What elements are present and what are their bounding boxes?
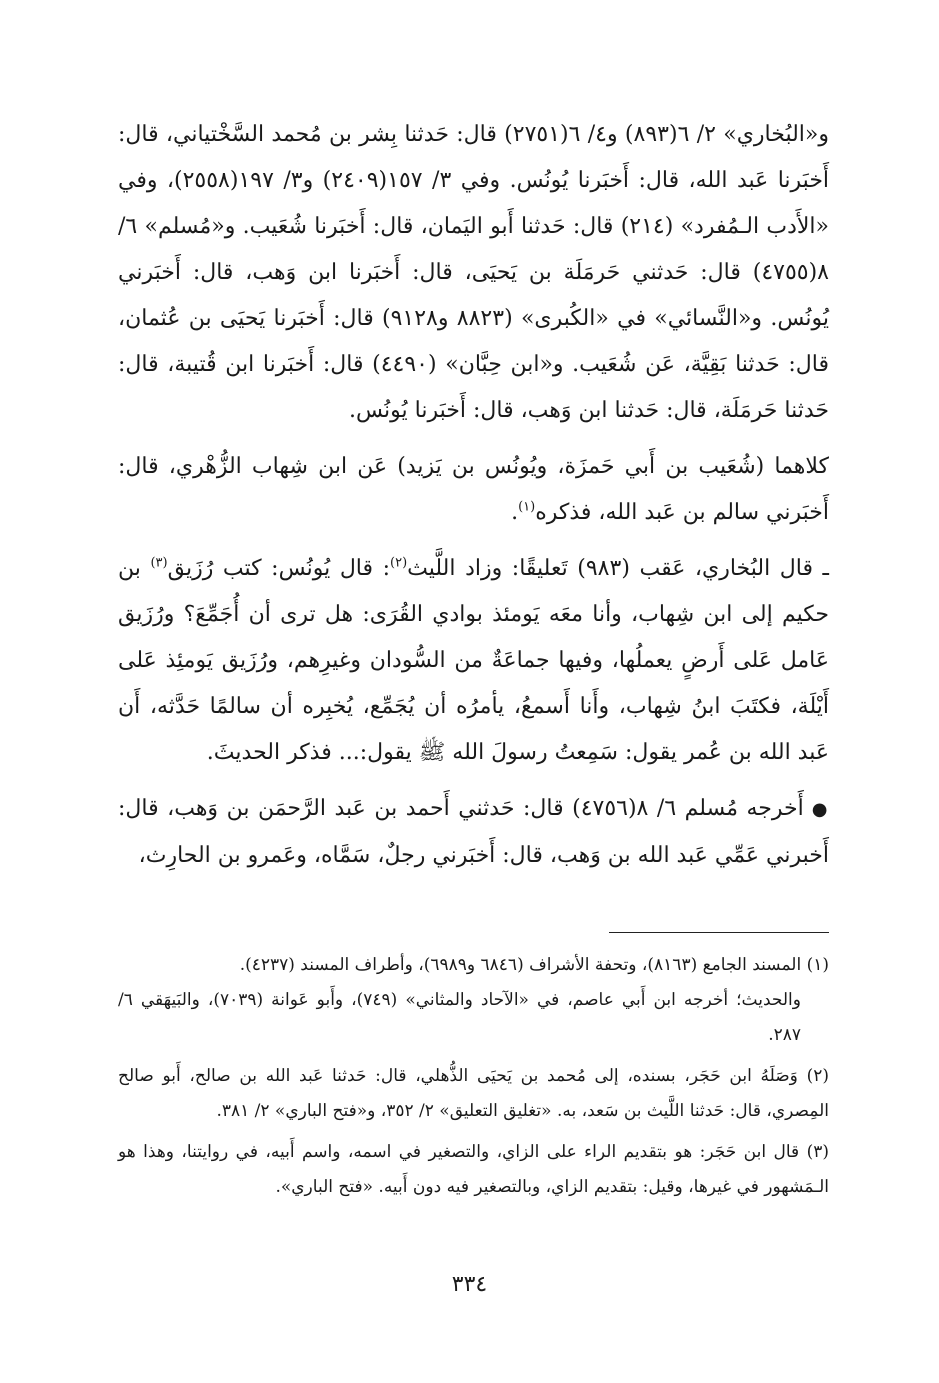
page-number: ٣٣٤ — [451, 1272, 488, 1297]
main-text-block — [118, 112, 829, 879]
footnote-2: (٢) وَصَلَهُ ابن حَجَر، بسنده، إلى مُحمد بن يَحيَى الذُّهلي، قال: حَدثنا عَبد الله بن صالح، أَبو صالح المِصري، قال: حَدثنا اللَّيث بن سَعد، به. «تغليق التعليق» ٢/ ٣٥٢، و«فتح الباري» ٢/ ٣٨١. — [118, 1066, 829, 1121]
taliq-text-c: بن حكيم إلى ابن شِهاب، وأنا معَه يَومئذ بوادي القُرَى: هل ترى أن أُجَمِّعَ؟ ورُزَيق عَامل عَلى أَرضٍ يعملُها، وفيها جماعَةٌ من السُّودان وغيرِهم، ورُزَيق يَومئِذ عَلى أَيْلَة، فكتَبَ ابنُ شِهاب، وأَنا أَسمعُ، يأمرُه أن يُجَمِّع، يُخبِره أن سالمًا حَدَّثه، أَن عَبد الله بن عُمر يقول: سَمِعتُ رسولَ الله ﷺ يقول:... فذكر الحديثَ. — [118, 556, 829, 765]
footnote-ref-1[interactable]: (١) — [518, 499, 536, 515]
paragraph-both-narrators — [118, 444, 829, 536]
taliq-text-b: : قال يُونُس: كتب رُزَيق — [167, 556, 391, 581]
bullet-icon: ● — [811, 799, 829, 820]
footnote-ref-3[interactable]: (٣) — [150, 555, 168, 571]
footnote-1-line-2: والحديث؛ أخرجه ابن أَبي عاصم، في «الآحاد والمثاني» (٧٤٩)، وأَبو عَوانة (٧٠٣٩)، والبَيهَقي ٦/ ٢٨٧. — [118, 990, 801, 1045]
footnotes-block — [118, 948, 829, 1211]
paragraph-bukhari-taliq — [118, 546, 829, 776]
footnote-1-line-1: (١) المسند الجامع (٨١٦٣)، وتحفة الأشراف (٦٨٤٦ و٦٩٨٩)، وأطراف المسند (٤٢٣٧). — [239, 955, 829, 975]
paragraph-sources: و«البُخاري» ٢/ ٦(٨٩٣) و٤/ ٦(٢٧٥١) قال: حَدثنا بِشر بن مُحمد السَّخْتياني، قال: أَخبَرنا عَبد الله، قال: أَخبَرنا يُونُس. وفي ٣/ ١٥٧(٢٤٠٩) و٣/ ١٩٧(٢٥٥٨)، وفي «الأَدب الـمُفرد» (٢١٤) قال: حَدثنا أَبو اليَمان، قال: أَخبَرنا شُعَيب. و«مُسلم» ٦/ ٨(٤٧٥٥) قال: حَدثني حَرمَلَة بن يَحيَى، قال: أَخبَرنا ابن وَهب، قال: أَخبَرني يُونُس. و«النَّسائي» في «الكُبرى» (٨٨٢٣ و٩١٢٨) قال: أَخبَرنا يَحيَى بن عُثمان، قال: حَدثنا بَقِيَّة، عَن شُعَيب. و«ابن حِبَّان» (٤٤٩٠) قال: أَخبَرنا ابن قُتيبة، قال: حَدثنا حَرمَلَة، قال: حَدثنا ابن وَهب، قال: أَخبَرنا يُونُس. — [118, 122, 830, 423]
footnote-3: (٣) قال ابن حَجَر: هو بتقديم الراء على الزاي، والتصغير في اسمه، واسم أَبيه، في روايتنا، وهذا هو الـمَشهور في غيرها، وقيل: بتقديم الزاي، وبالتصغير فيه دون أَبيه. «فتح الباري». — [118, 1142, 829, 1197]
taliq-text-a: ـ قال البُخاري، عَقب (٩٨٣) تَعليقًا: وزاد اللَّيث — [407, 556, 829, 581]
footnote-1 — [118, 948, 829, 1053]
muslim-takhrij-text: أَخرجه مُسلم ٦/ ٨(٤٧٥٦) قال: حَدثني أَحمد بن عَبد الرَّحمَن بن وَهب، قال: أَخبرني عَمِّي عَبد الله بن وَهب، قال: أَخبَرني رجلٌ، سَمَّاه، وعَمرو بن الحارِث، — [118, 796, 829, 868]
footnote-divider — [609, 932, 829, 933]
paragraph-both-narrators-text: كلاهما (شُعَيب بن أَبي حَمزَة، ويُونُس بن يَزيد) عَن ابن شِهاب الزُّهْري، قال: أَخبَرني سالم بن عَبد الله، فذكره — [118, 454, 829, 525]
paragraph-muslim-takhrij — [118, 786, 829, 879]
footnote-ref-2[interactable]: (٢) — [390, 555, 408, 571]
paragraph-end-mark: . — [511, 500, 519, 525]
